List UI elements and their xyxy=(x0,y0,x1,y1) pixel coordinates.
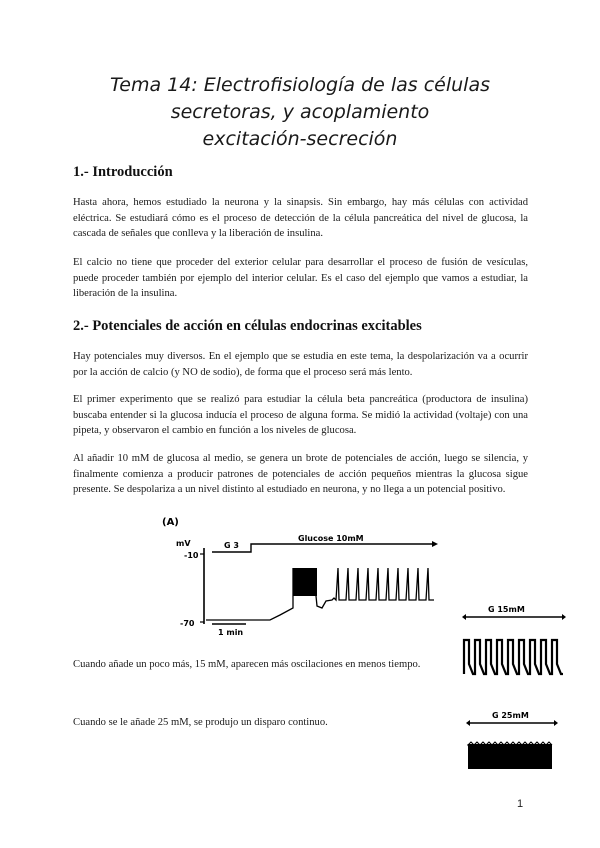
title-line-2: secretoras, y acoplamiento xyxy=(170,101,430,123)
section-2-paragraph-3: Al añadir 10 mM de glucosa al medio, se genera un brote de potenciales de acción, luego se silencia, y finalmente comienza a producir patrones de potenciales de acción pequeños mientras la glucosa sigue presente. Se despolariza a un nivel distinto al estudiado en neurona, y no llega a un potencial positivo. xyxy=(73,453,528,495)
figure-25mm-label: G 25mM xyxy=(492,711,529,720)
section-2-heading: 2.- Potenciales de acción en células endocrinas excitables xyxy=(73,318,422,334)
figure-25mm-trace xyxy=(462,706,562,776)
figure-a-voltage-trace xyxy=(150,508,450,640)
page-title xyxy=(60,72,540,153)
figure-a-glucose-label: Glucose 10mM xyxy=(298,534,364,543)
title-line-1: Tema 14: Electrofisiología de las células xyxy=(110,74,490,96)
figure-a-tick-top: -10 xyxy=(184,551,199,560)
figure-a-glucose-bar xyxy=(212,544,436,552)
figure-a-glucose-arrow xyxy=(432,541,438,547)
figure-a-burst xyxy=(293,568,317,596)
section-1-paragraph-2: El calcio no tiene que proceder del exterior celular para desarrollar el proceso de fusión de vesículas, puede proceder también por ejemplo del interior celular. Es el caso del ejemplo que vamos a estudiar, la liberación de la insulina. xyxy=(73,257,528,299)
figure-25mm-trace-edge xyxy=(468,742,552,745)
figure-15mm-trace-line xyxy=(464,640,563,674)
figure-15mm-arrow-right xyxy=(562,614,566,620)
section-2-paragraph-2: El primer experimento que se realizó para estudiar la célula beta pancreática (productora de insulina) buscaba entender si la glucosa inducía el proceso de alguna forma. Se midió la actividad (voltaje) con una pipeta, y observaron el cambio en función a los niveles de glucosa. xyxy=(73,394,528,436)
figure-a-tick-bottom: -70 xyxy=(180,619,195,628)
figure-15mm-arrow-left xyxy=(462,614,466,620)
page-number: 1 xyxy=(517,798,524,810)
figure-25mm-continuous-firing xyxy=(468,744,552,769)
figure-a-unit: mV xyxy=(176,539,191,548)
section-2-paragraph-1: Hay potenciales muy diversos. En el ejemplo que se estudia en este tema, la despolarización va a ocurrir por la acción de calcio (y NO de sodio), de forma que el proceso será más lento. xyxy=(73,351,528,378)
title-line-3: excitación-secreción xyxy=(202,128,398,150)
section-1-heading: 1.- Introducción xyxy=(73,164,173,180)
figure-25mm-arrow-left xyxy=(466,720,470,726)
caption-25mm: Cuando se le añade 25 mM, se produjo un disparo continuo. xyxy=(73,717,328,728)
section-1-paragraph-1: Hasta ahora, hemos estudiado la neurona y la sinapsis. Sin embargo, hay más células con actividad eléctrica. Se estudiará cómo es el proceso de detección de la célula pancreática del nivel de glucosa, la cascada de señales que conlleva y la liberación de insulina. xyxy=(73,197,528,239)
figure-a-panel-label: (A) xyxy=(162,517,179,528)
figure-15mm-trace xyxy=(458,600,568,682)
figure-15mm-label: G 15mM xyxy=(488,605,525,614)
figure-25mm-arrow-right xyxy=(554,720,558,726)
figure-a-scale-label: 1 min xyxy=(218,628,244,637)
caption-15mm: Cuando añade un poco más, 15 mM, aparecen más oscilaciones en menos tiempo. xyxy=(73,659,421,670)
figure-a-trace-line xyxy=(206,568,434,620)
figure-a-g3-label: G 3 xyxy=(224,541,239,550)
